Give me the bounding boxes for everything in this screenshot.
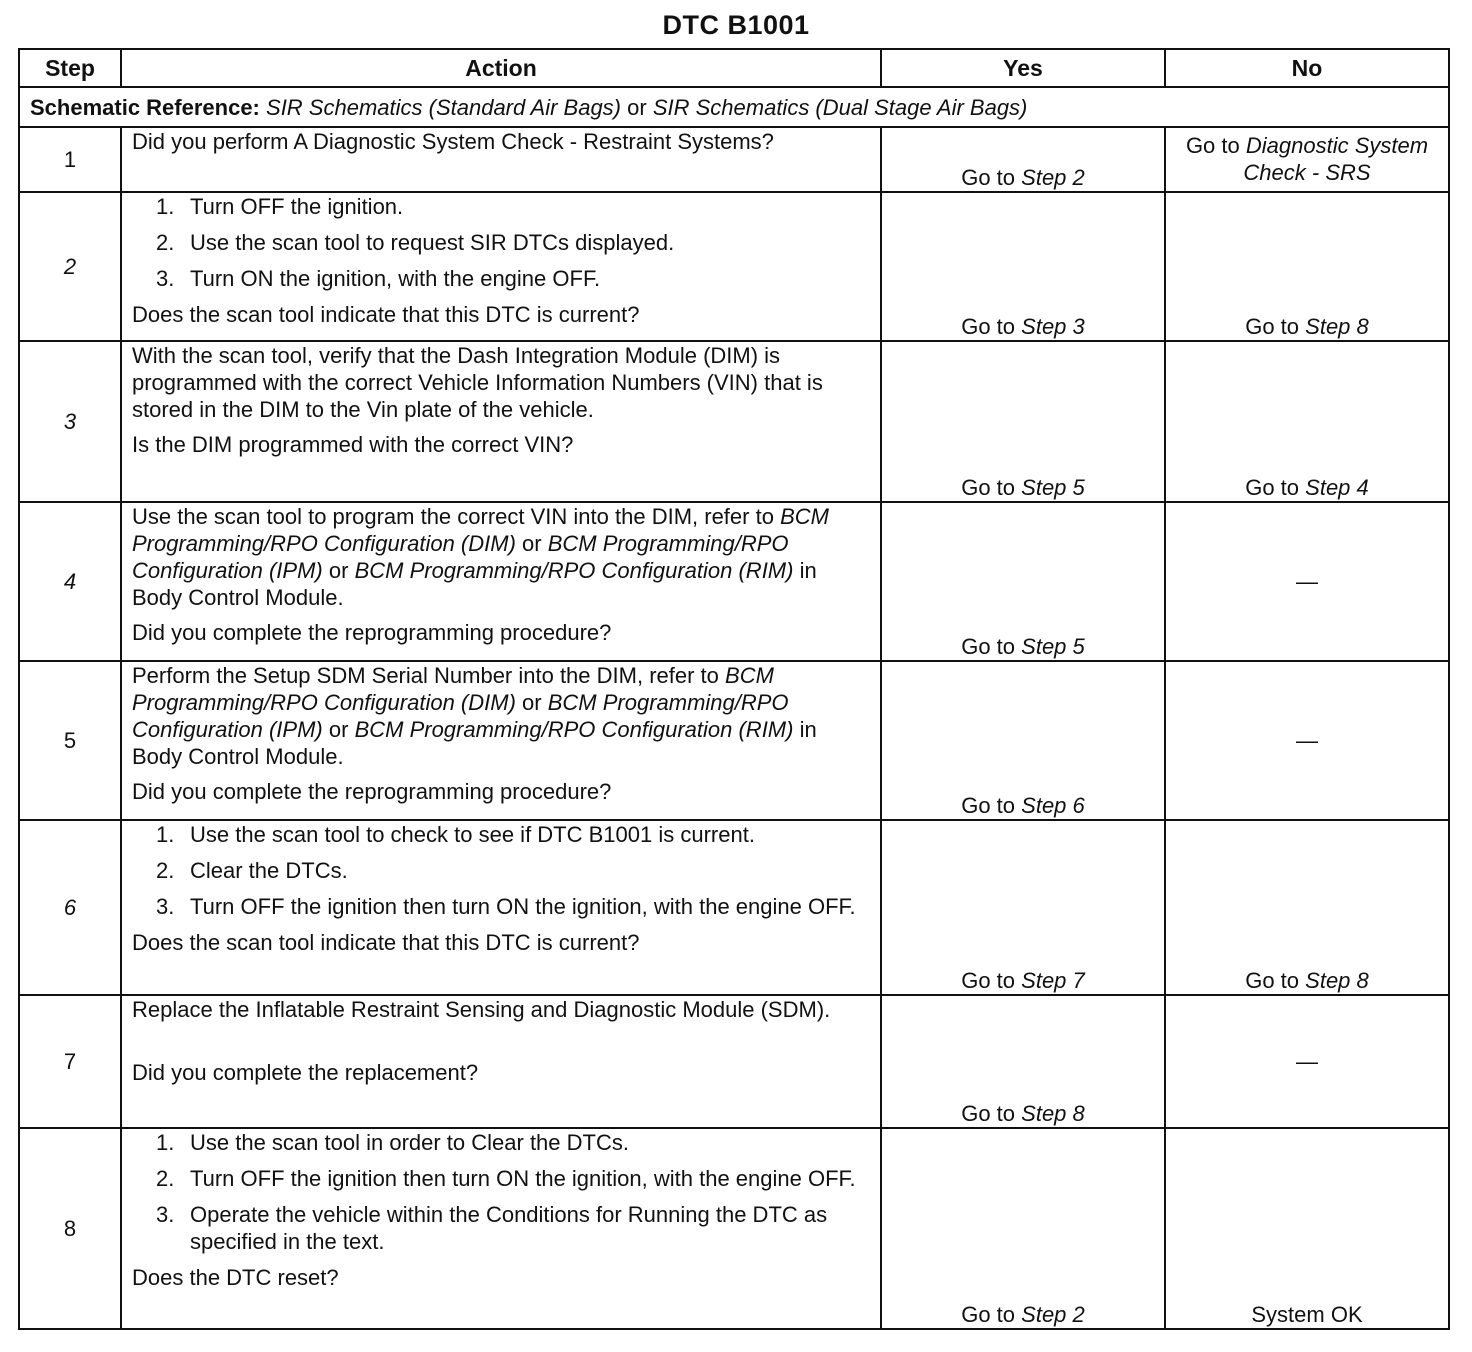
ref-link-ipm[interactable]: BCM Programming/RPO Configuration (IPM)	[132, 530, 789, 583]
no-step-link[interactable]: Step 4	[1305, 474, 1369, 500]
action-question: Did you perform A Diagnostic System Check - Restraint Systems?	[132, 129, 774, 155]
schematic-row	[19, 87, 1449, 127]
action-question: Does the scan tool indicate that this DTC is current?	[132, 929, 640, 955]
no-cell	[1165, 1128, 1449, 1329]
yes-step-link[interactable]: Step 8	[1021, 1100, 1085, 1126]
action-text: Use the scan tool to program the correct VIN into the DIM, refer to BCM Programming/RPO Configuration (DIM) or BCM Programming/RPO Configuration (IPM) or BCM Programming/RPO Configuration (RIM) in Body Control Module.	[132, 503, 829, 610]
header-row	[19, 49, 1449, 87]
yes-cell: Go to Step 3	[881, 192, 1165, 341]
table-row	[19, 995, 1449, 1128]
list-item: 2. Turn OFF the ignition then turn ON the ignition, with the engine OFF.	[156, 1165, 856, 1191]
action-cell	[121, 1128, 881, 1329]
action-cell	[121, 192, 881, 341]
list-item: 2. Clear the DTCs.	[156, 857, 348, 883]
header-no: No	[1165, 49, 1449, 87]
action-question: Does the DTC reset?	[132, 1264, 339, 1290]
schematic-link-standard[interactable]: SIR Schematics (Standard Air Bags)	[266, 94, 622, 120]
yes-step-link[interactable]: Step 5	[1021, 633, 1085, 659]
table-row	[19, 661, 1449, 820]
schematic-or: or	[627, 94, 647, 120]
no-link-diagnostic-check[interactable]: Diagnostic System Check - SRS	[1243, 133, 1429, 186]
yes-cell: Go to Step 5	[881, 341, 1165, 502]
list-item: 1. Use the scan tool in order to Clear the DTCs.	[156, 1129, 629, 1155]
no-dash: —	[1296, 1048, 1318, 1074]
ref-link-dim[interactable]: BCM Programming/RPO Configuration (DIM)	[132, 503, 829, 556]
action-question: Is the DIM programmed with the correct VIN?	[132, 431, 574, 457]
list-item: 1. Turn OFF the ignition.	[156, 193, 404, 219]
step-number: 4	[19, 502, 121, 661]
action-text: Perform the Setup SDM Serial Number into the DIM, refer to BCM Programming/RPO Configuration (DIM) or BCM Programming/RPO Configuration (IPM) or BCM Programming/RPO Configuration (RIM) in Body Control Module.	[132, 662, 817, 769]
no-step-link[interactable]: Step 8	[1305, 313, 1369, 339]
header-step: Step	[19, 49, 121, 87]
action-question: Does the scan tool indicate that this DTC is current?	[132, 301, 640, 327]
no-result-text: System OK	[1251, 1302, 1363, 1327]
yes-cell: Go to Step 6	[881, 661, 1165, 820]
action-list	[132, 821, 870, 920]
action-text: Replace the Inflatable Restraint Sensing and Diagnostic Module (SDM).	[132, 996, 831, 1022]
action-cell	[121, 502, 881, 661]
action-cell	[121, 341, 881, 502]
no-cell	[1165, 502, 1449, 661]
yes-cell: Go to Step 5	[881, 502, 1165, 661]
no-cell: Go to Step 8	[1165, 192, 1449, 341]
list-item: 3. Operate the vehicle within the Conditions for Running the DTC as specified in the text.	[156, 1201, 828, 1254]
action-question: Did you complete the reprogramming procedure?	[132, 778, 612, 804]
yes-step-link[interactable]: Step 2	[1021, 164, 1085, 190]
list-item: 2. Use the scan tool to request SIR DTCs displayed.	[156, 229, 675, 255]
action-text: With the scan tool, verify that the Dash Integration Module (DIM) is programmed with the correct Vehicle Information Numbers (VIN) that is stored in the DIM to the Vin plate of the vehicle.	[132, 342, 823, 422]
action-list	[132, 1129, 870, 1255]
action-cell	[121, 127, 881, 191]
ref-link-dim[interactable]: BCM Programming/RPO Configuration (DIM)	[132, 662, 774, 715]
step-number: 5	[19, 661, 121, 820]
yes-cell: Go to Step 7	[881, 820, 1165, 995]
action-question: Did you complete the replacement?	[132, 1059, 479, 1085]
page-title: DTC B1001	[662, 10, 810, 40]
table-row	[19, 341, 1449, 502]
ref-link-rim[interactable]: BCM Programming/RPO Configuration (RIM)	[354, 557, 794, 583]
yes-step-link[interactable]: Step 5	[1021, 474, 1085, 500]
no-goto: Go to	[1185, 133, 1240, 159]
header-yes: Yes	[881, 49, 1165, 87]
ref-link-ipm[interactable]: BCM Programming/RPO Configuration (IPM)	[132, 689, 789, 742]
step-number: 3	[19, 341, 121, 502]
yes-step-link[interactable]: Step 2	[1021, 1302, 1085, 1327]
action-cell	[121, 661, 881, 820]
action-list	[132, 193, 870, 292]
list-item: 1. Use the scan tool to check to see if DTC B1001 is current.	[156, 821, 755, 847]
action-cell	[121, 995, 881, 1128]
header-action: Action	[121, 49, 881, 87]
table-row	[19, 820, 1449, 995]
no-dash: —	[1296, 568, 1318, 594]
step-number: 6	[19, 820, 121, 995]
yes-cell: Go to Step 8	[881, 995, 1165, 1128]
step-number: 1	[19, 127, 121, 191]
step-number: 8	[19, 1128, 121, 1329]
schematic-reference	[19, 87, 1449, 127]
table-row	[19, 1128, 1449, 1329]
yes-cell: Go to Step 2	[881, 1128, 1165, 1329]
no-step-link[interactable]: Step 8	[1305, 967, 1369, 993]
no-cell	[1165, 127, 1449, 191]
yes-cell	[881, 127, 1165, 191]
yes-step-link[interactable]: Step 3	[1021, 313, 1085, 339]
yes-step-link[interactable]: Step 6	[1021, 792, 1085, 818]
table-row	[19, 502, 1449, 661]
no-cell	[1165, 995, 1449, 1128]
action-cell	[121, 820, 881, 995]
ref-link-rim[interactable]: BCM Programming/RPO Configuration (RIM)	[354, 716, 794, 742]
no-cell: Go to Step 8	[1165, 820, 1449, 995]
no-dash: —	[1296, 727, 1318, 753]
action-question: Did you complete the reprogramming procedure?	[132, 619, 612, 645]
diagnostic-table	[18, 48, 1450, 1330]
no-cell	[1165, 661, 1449, 820]
schematic-label: Schematic Reference:	[30, 94, 260, 120]
schematic-link-dual[interactable]: SIR Schematics (Dual Stage Air Bags)	[652, 94, 1028, 120]
list-item: 3. Turn OFF the ignition then turn ON the ignition, with the engine OFF.	[156, 893, 856, 919]
list-item: 3. Turn ON the ignition, with the engine OFF.	[156, 265, 601, 291]
table-row	[19, 192, 1449, 341]
yes-goto: Go to	[961, 164, 1016, 190]
table-row	[19, 127, 1449, 191]
step-number: 7	[19, 995, 121, 1128]
yes-step-link[interactable]: Step 7	[1021, 967, 1085, 993]
no-cell: Go to Step 4	[1165, 341, 1449, 502]
step-number: 2	[19, 192, 121, 341]
